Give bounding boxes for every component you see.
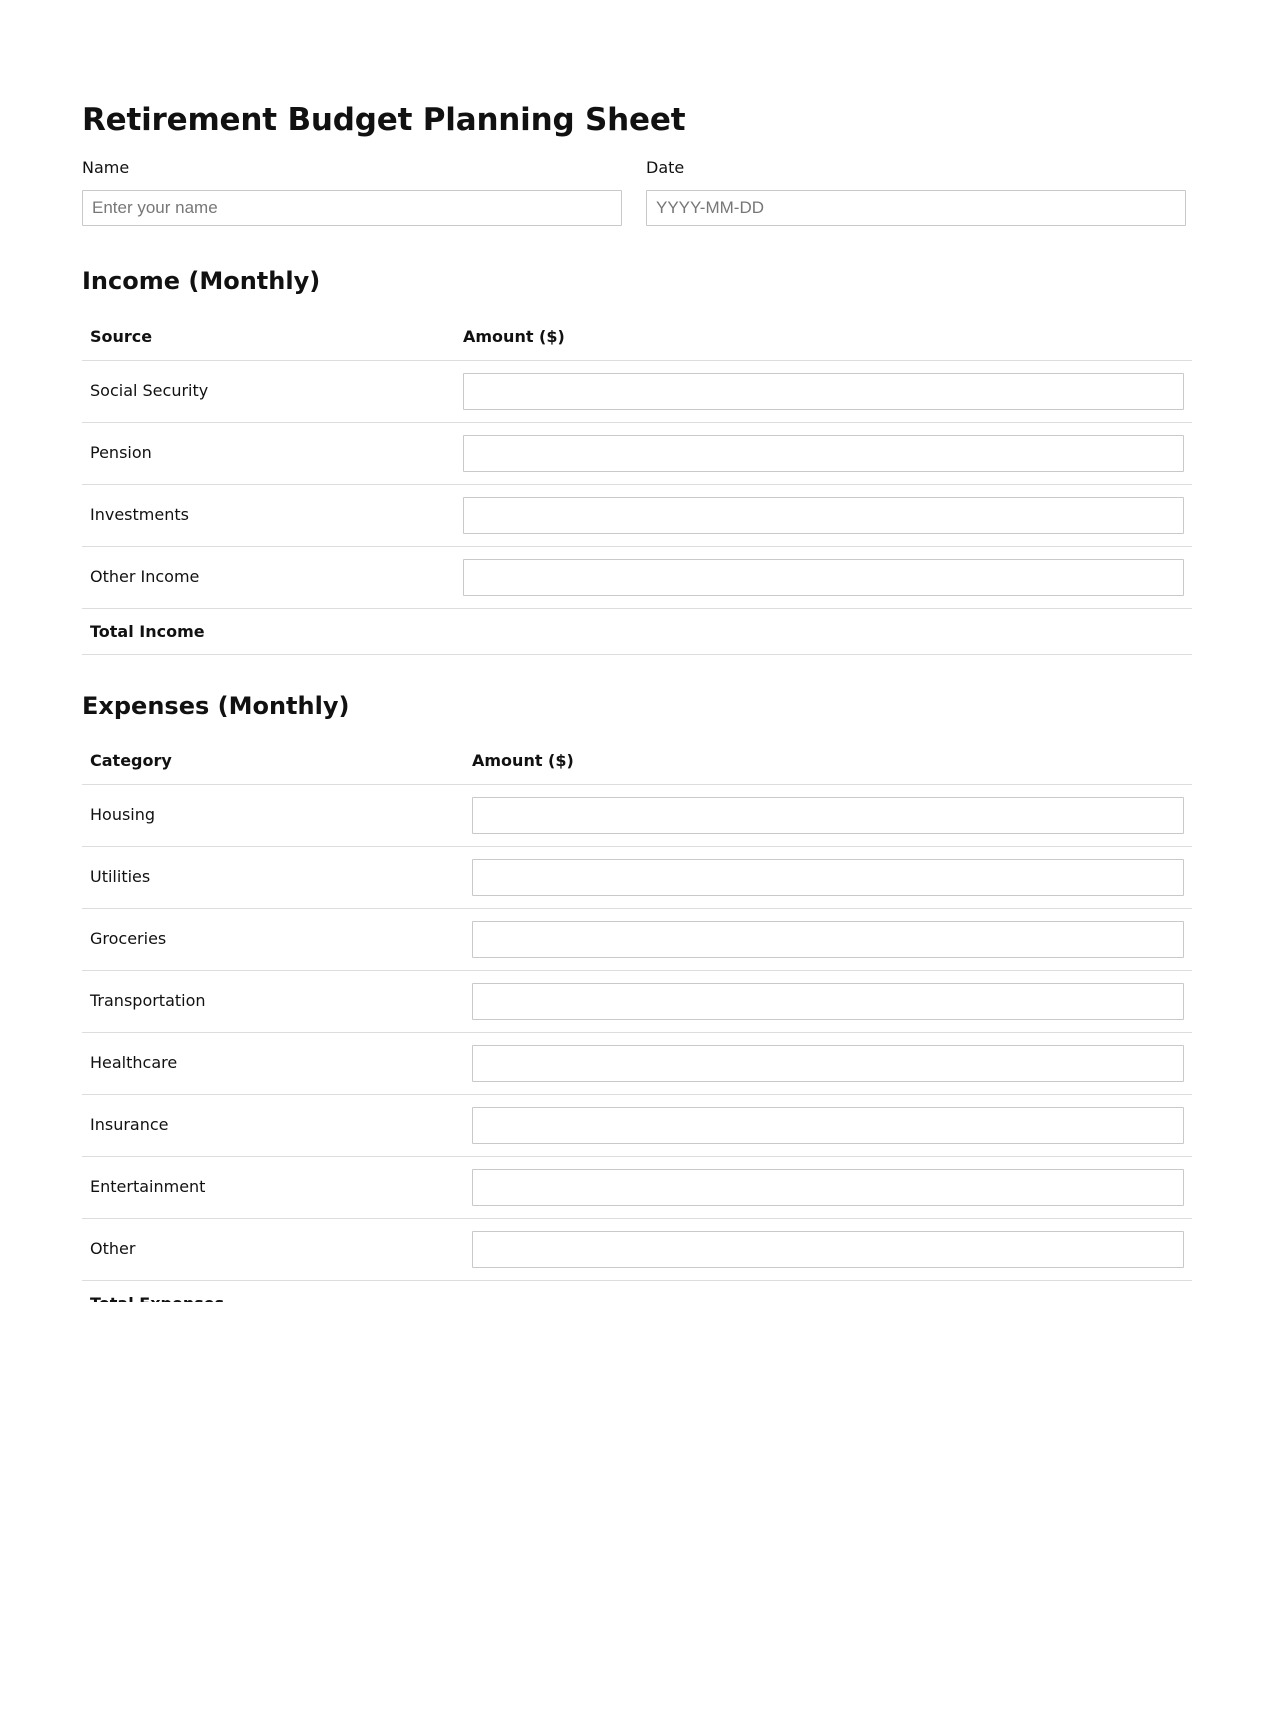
expenses-amount-header: Amount ($) <box>472 751 574 770</box>
expenses-row-label: Entertainment <box>90 1177 206 1196</box>
expenses-row-groceries <box>82 909 1192 971</box>
income-amount-input-investments[interactable] <box>463 497 1184 534</box>
income-row-pension <box>82 423 1192 485</box>
expenses-row-other <box>82 1219 1192 1281</box>
expenses-amount-input-housing[interactable] <box>472 797 1184 834</box>
date-input[interactable] <box>646 190 1186 226</box>
income-row-label: Pension <box>90 443 152 462</box>
income-row-label: Other Income <box>90 567 200 586</box>
income-row-label: Social Security <box>90 381 209 400</box>
expenses-row-housing <box>82 785 1192 847</box>
expenses-row-label: Insurance <box>90 1115 169 1134</box>
expenses-row-insurance <box>82 1095 1192 1157</box>
page-blank-area <box>0 1302 1263 1730</box>
expenses-table-header <box>82 737 1192 785</box>
page-title: Retirement Budget Planning Sheet <box>82 102 686 138</box>
income-row-label: Investments <box>90 505 189 524</box>
expenses-row-healthcare <box>82 1033 1192 1095</box>
total-income-label: Total Income <box>90 622 205 641</box>
expenses-row-label: Transportation <box>90 991 206 1010</box>
expenses-row-transportation <box>82 971 1192 1033</box>
expenses-amount-input-other[interactable] <box>472 1231 1184 1268</box>
expenses-amount-input-transportation[interactable] <box>472 983 1184 1020</box>
income-amount-input-pension[interactable] <box>463 435 1184 472</box>
expenses-row-label: Groceries <box>90 929 167 948</box>
expenses-amount-input-entertainment[interactable] <box>472 1169 1184 1206</box>
income-row-investments <box>82 485 1192 547</box>
expenses-row-label: Other <box>90 1239 136 1258</box>
income-amount-header: Amount ($) <box>463 327 565 346</box>
income-rows <box>82 361 1192 609</box>
expense-rows <box>82 785 1192 1281</box>
expenses-row-label: Healthcare <box>90 1053 178 1072</box>
expenses-category-header: Category <box>90 751 172 770</box>
income-row-social-security <box>82 361 1192 423</box>
income-table-header <box>82 313 1192 361</box>
name-input[interactable] <box>82 190 622 226</box>
expenses-row-label: Utilities <box>90 867 151 886</box>
expenses-amount-input-utilities[interactable] <box>472 859 1184 896</box>
expenses-row-label: Housing <box>90 805 156 824</box>
income-table <box>82 313 1192 655</box>
income-source-header: Source <box>90 327 153 346</box>
income-total-row <box>82 609 1192 655</box>
expenses-amount-input-healthcare[interactable] <box>472 1045 1184 1082</box>
income-heading: Income (Monthly) <box>82 267 321 295</box>
income-amount-input-other-income[interactable] <box>463 559 1184 596</box>
income-row-other-income <box>82 547 1192 609</box>
expenses-amount-input-insurance[interactable] <box>472 1107 1184 1144</box>
expenses-row-utilities <box>82 847 1192 909</box>
expenses-amount-input-groceries[interactable] <box>472 921 1184 958</box>
name-label: Name <box>82 158 130 177</box>
expenses-heading: Expenses (Monthly) <box>82 692 350 720</box>
expenses-table <box>82 737 1192 1327</box>
income-amount-input-social-security[interactable] <box>463 373 1184 410</box>
date-label: Date <box>646 158 685 177</box>
expenses-row-entertainment <box>82 1157 1192 1219</box>
